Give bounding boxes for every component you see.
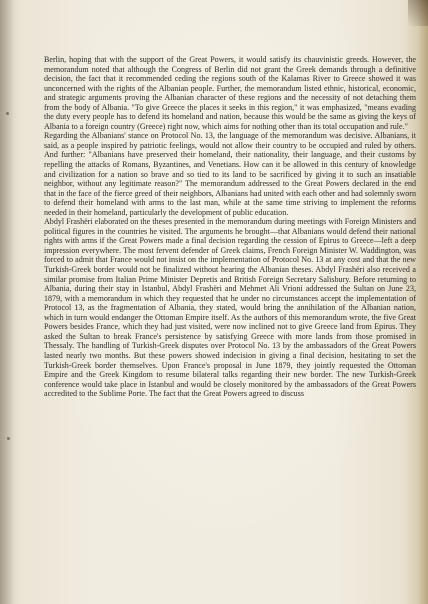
binding-mark: [6, 112, 9, 115]
paragraph: Abdyl Frashëri elaborated on the theses presented in the memorandum during meetings with Foreign Ministers and political figures in the countries he visited. The arguments he brought—that Albanians would defend their national rights with arms if the Great Powers made a final decision regarding the cession of Epirus to Greece—left a deep impression everywhere. The most fervent defender of Greek claims, French Foreign Minister W. Waddington, was forced to admit that France would not insist on the implementation of Protocol No. 13 at any cost and that the new Turkish-Greek border would not be finalized without hearing the Albanian theses. Abdyl Frashëri also received a similar promise from Italian Prime Minister Depretis and British Foreign Secretary Salisbury. Before returning to Albania, during their stay in Istanbul, Abdyl Frashëri and Mehmet Ali Vrioni addressed the Sultan on June 23, 1879, with a memorandum in which they requested that he under no circumstances accept the implementation of Protocol 13, as the fragmentation of Albania, they stated, would bring the annihilation of the Albanian nation, which in turn would endanger the Ottoman Empire itself. As the authors of this memorandum wrote, the five Great Powers besides France, which they had just visited, were now inclined not to give Greece land from Epirus. They asked the Sultan to break France's persistence by satisfying Greece with more lands from those promised in Thessaly. The handling of Turkish-Greek disputes over Protocol No. 13 by the ambassadors of the Great Powers lasted nearly two months. But these powers showed indecision in giving a final decision, hesitating to set the Turkish-Greek border themselves. Upon France's proposal in June 1879, they jointly requested the Ottoman Empire and the Greek Kingdom to resume bilateral talks regarding their new border. The new Turkish-Greek conference would take place in Istanbul and would be closely monitored by the ambassadors of the Great Powers accredited to the Sublime Porte. The fact that the Great Powers agreed to discuss: [44, 217, 416, 399]
paragraph: Berlin, hoping that with the support of the Great Powers, it would satisfy its chauvinistic greeds. However, the memorandum noted that although the Congress of Berlin did not grant the Greek demands through a definitive decision, the fact that it recommended ceding the regions south of the Kalamas River to Greece showed it was unconcerned with the rights of the Albanian people. Further, the memorandum listed ethnic, historical, economic, and strategic arguments proving the Albanian character of these regions and the necessity of not detaching them from the body of Albania. "To give Greece the places it seeks in this region," it was emphasized, "means evading the duty every people has to defend its homeland and nation, because this would be the same as giving the keys of Albania to a foreign country (Greece) right now, which aims for nothing other than its total occupation and rule.": [44, 55, 416, 131]
corner-wear: [408, 0, 428, 26]
spine-shadow: [0, 0, 14, 604]
page-edge-shading: [418, 0, 428, 604]
body-text: [44, 55, 416, 399]
paragraph: Regarding the Albanians' stance on Protocol No. 13, the language of the memorandum was decisive. Albanians, it said, as a people inspired by patriotic feelings, would not allow their country to be occupied and ruled by others. And further: "Albanians have preserved their homeland, their nationality, their language, and their customs by repelling the attacks of Romans, Byzantines, and Venetians. How can it be allowed in this century of knowledge and civilization for a nation so brave and so tied to its land to be sacrificed by giving it to such an insatiable neighbor, without any legitimate reason?" The memorandum addressed to the Great Powers declared in the end that in the face of the fierce greed of their neighbors, Albanians had united with each other and had solemnly sworn to defend their homeland with arms to the last man, while at the same time striving to implement the reforms needed in their homeland, particularly the development of public education.: [44, 131, 416, 217]
binding-mark: [7, 437, 10, 440]
